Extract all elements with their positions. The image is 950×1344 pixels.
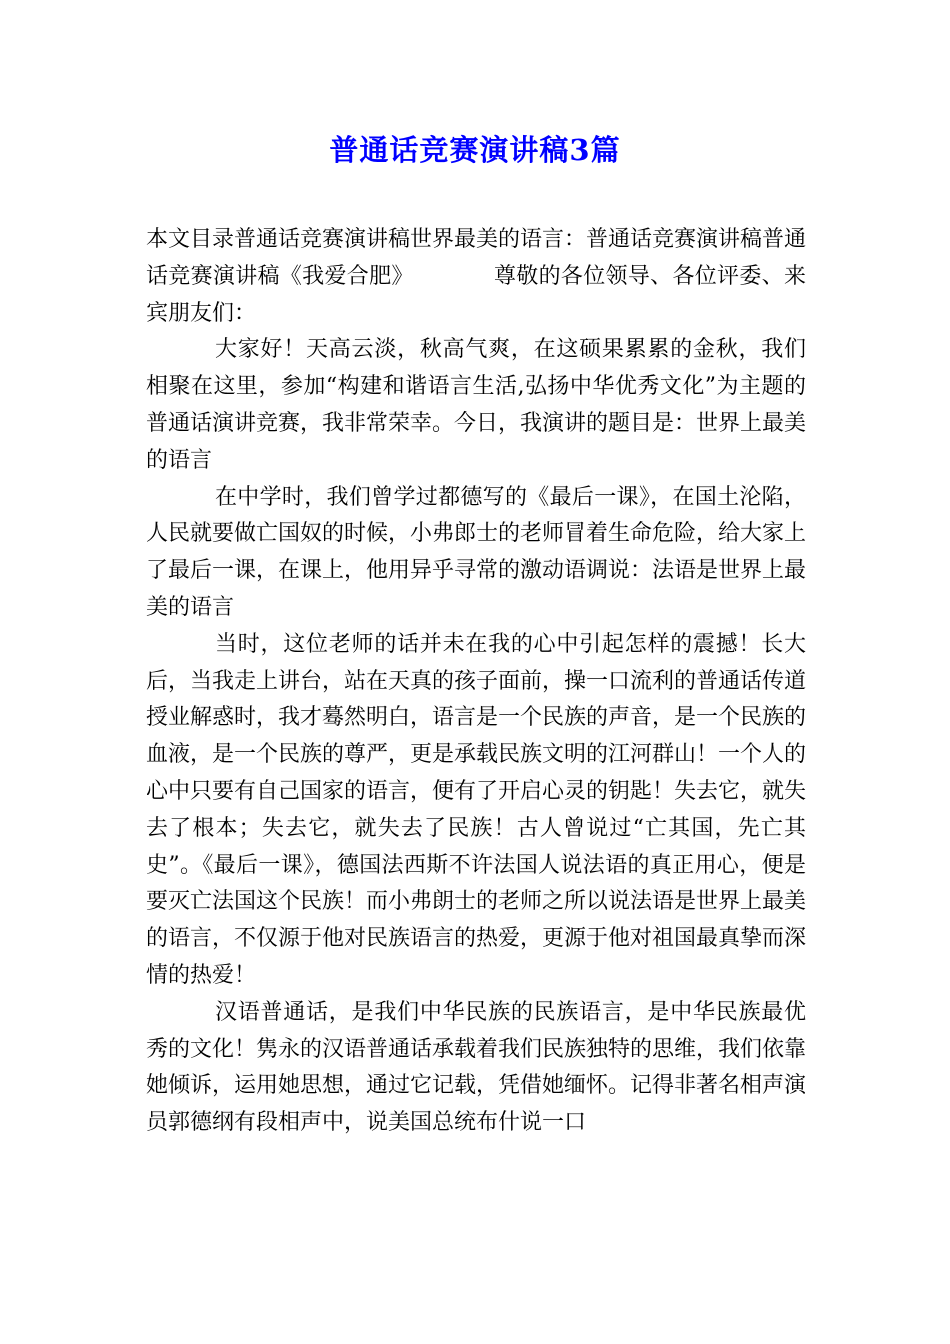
document-body xyxy=(146,222,806,1142)
paragraph-1: 大家好！天高云淡，秋高气爽，在这硕果累累的金秋，我们相聚在这里，参加“构建和谐语言生活,弘扬中华优秀文化”为主题的普通话演讲竞赛，我非常荣幸。今日，我演讲的题目是：世界上最美的语言 xyxy=(146,337,807,473)
toc-paragraph xyxy=(146,222,806,332)
greeting-text: 尊敬的各位领导、各位评委、来宾朋友们： xyxy=(146,263,806,326)
paragraph-4: 汉语普通话，是我们中华民族的民族语言，是中华民族最优秀的文化！隽永的汉语普通话承载着我们民族独特的思维，我们依靠她倾诉，运用她思想，通过它记载，凭借她缅怀。记得非著名相声演员郭德纲有段相声中，说美国总统布什说一口 xyxy=(146,999,807,1136)
paragraph-2: 在中学时，我们曾学过都德写的《最后一课》，在国土沦陷，人民就要做亡国奴的时候，小弗郎士的老师冒着生命危险，给大家上了最后一课，在课上，他用异乎寻常的激动语调说：法语是世界上最美的语言 xyxy=(146,484,807,620)
document-title: 普通话竞赛演讲稿3篇 xyxy=(329,133,621,167)
toc-text: 本文目录普通话竞赛演讲稿世界最美的语言：普通话竞赛演讲稿普通话竞赛演讲稿《我爱合肥》 xyxy=(146,227,807,289)
paragraph-3: 当时，这位老师的话并未在我的心中引起怎样的震撼！长大后，当我走上讲台，站在天真的孩子面前，操一口流利的普通话传道授业解惑时，我才蓦然明白，语言是一个民族的声音，是一个民族的血液，是一个民族的尊严，更是承载民族文明的江河群山！一个人的心中只要有自己国家的语言，便有了开启心灵的钥匙！失去它，就失去了根本；失去它，就失去了民族！古人曾说过“亡其国，先亡其史”。《最后一课》，德国法西斯不许法国人说法语的真正用心，便是要灭亡法国这个民族！而小弗朗士的老师之所以说法语是世界上最美的语言，不仅源于他对民族语言的热爱，更源于他对祖国最真挚而深情的热爱！ xyxy=(146,631,807,988)
